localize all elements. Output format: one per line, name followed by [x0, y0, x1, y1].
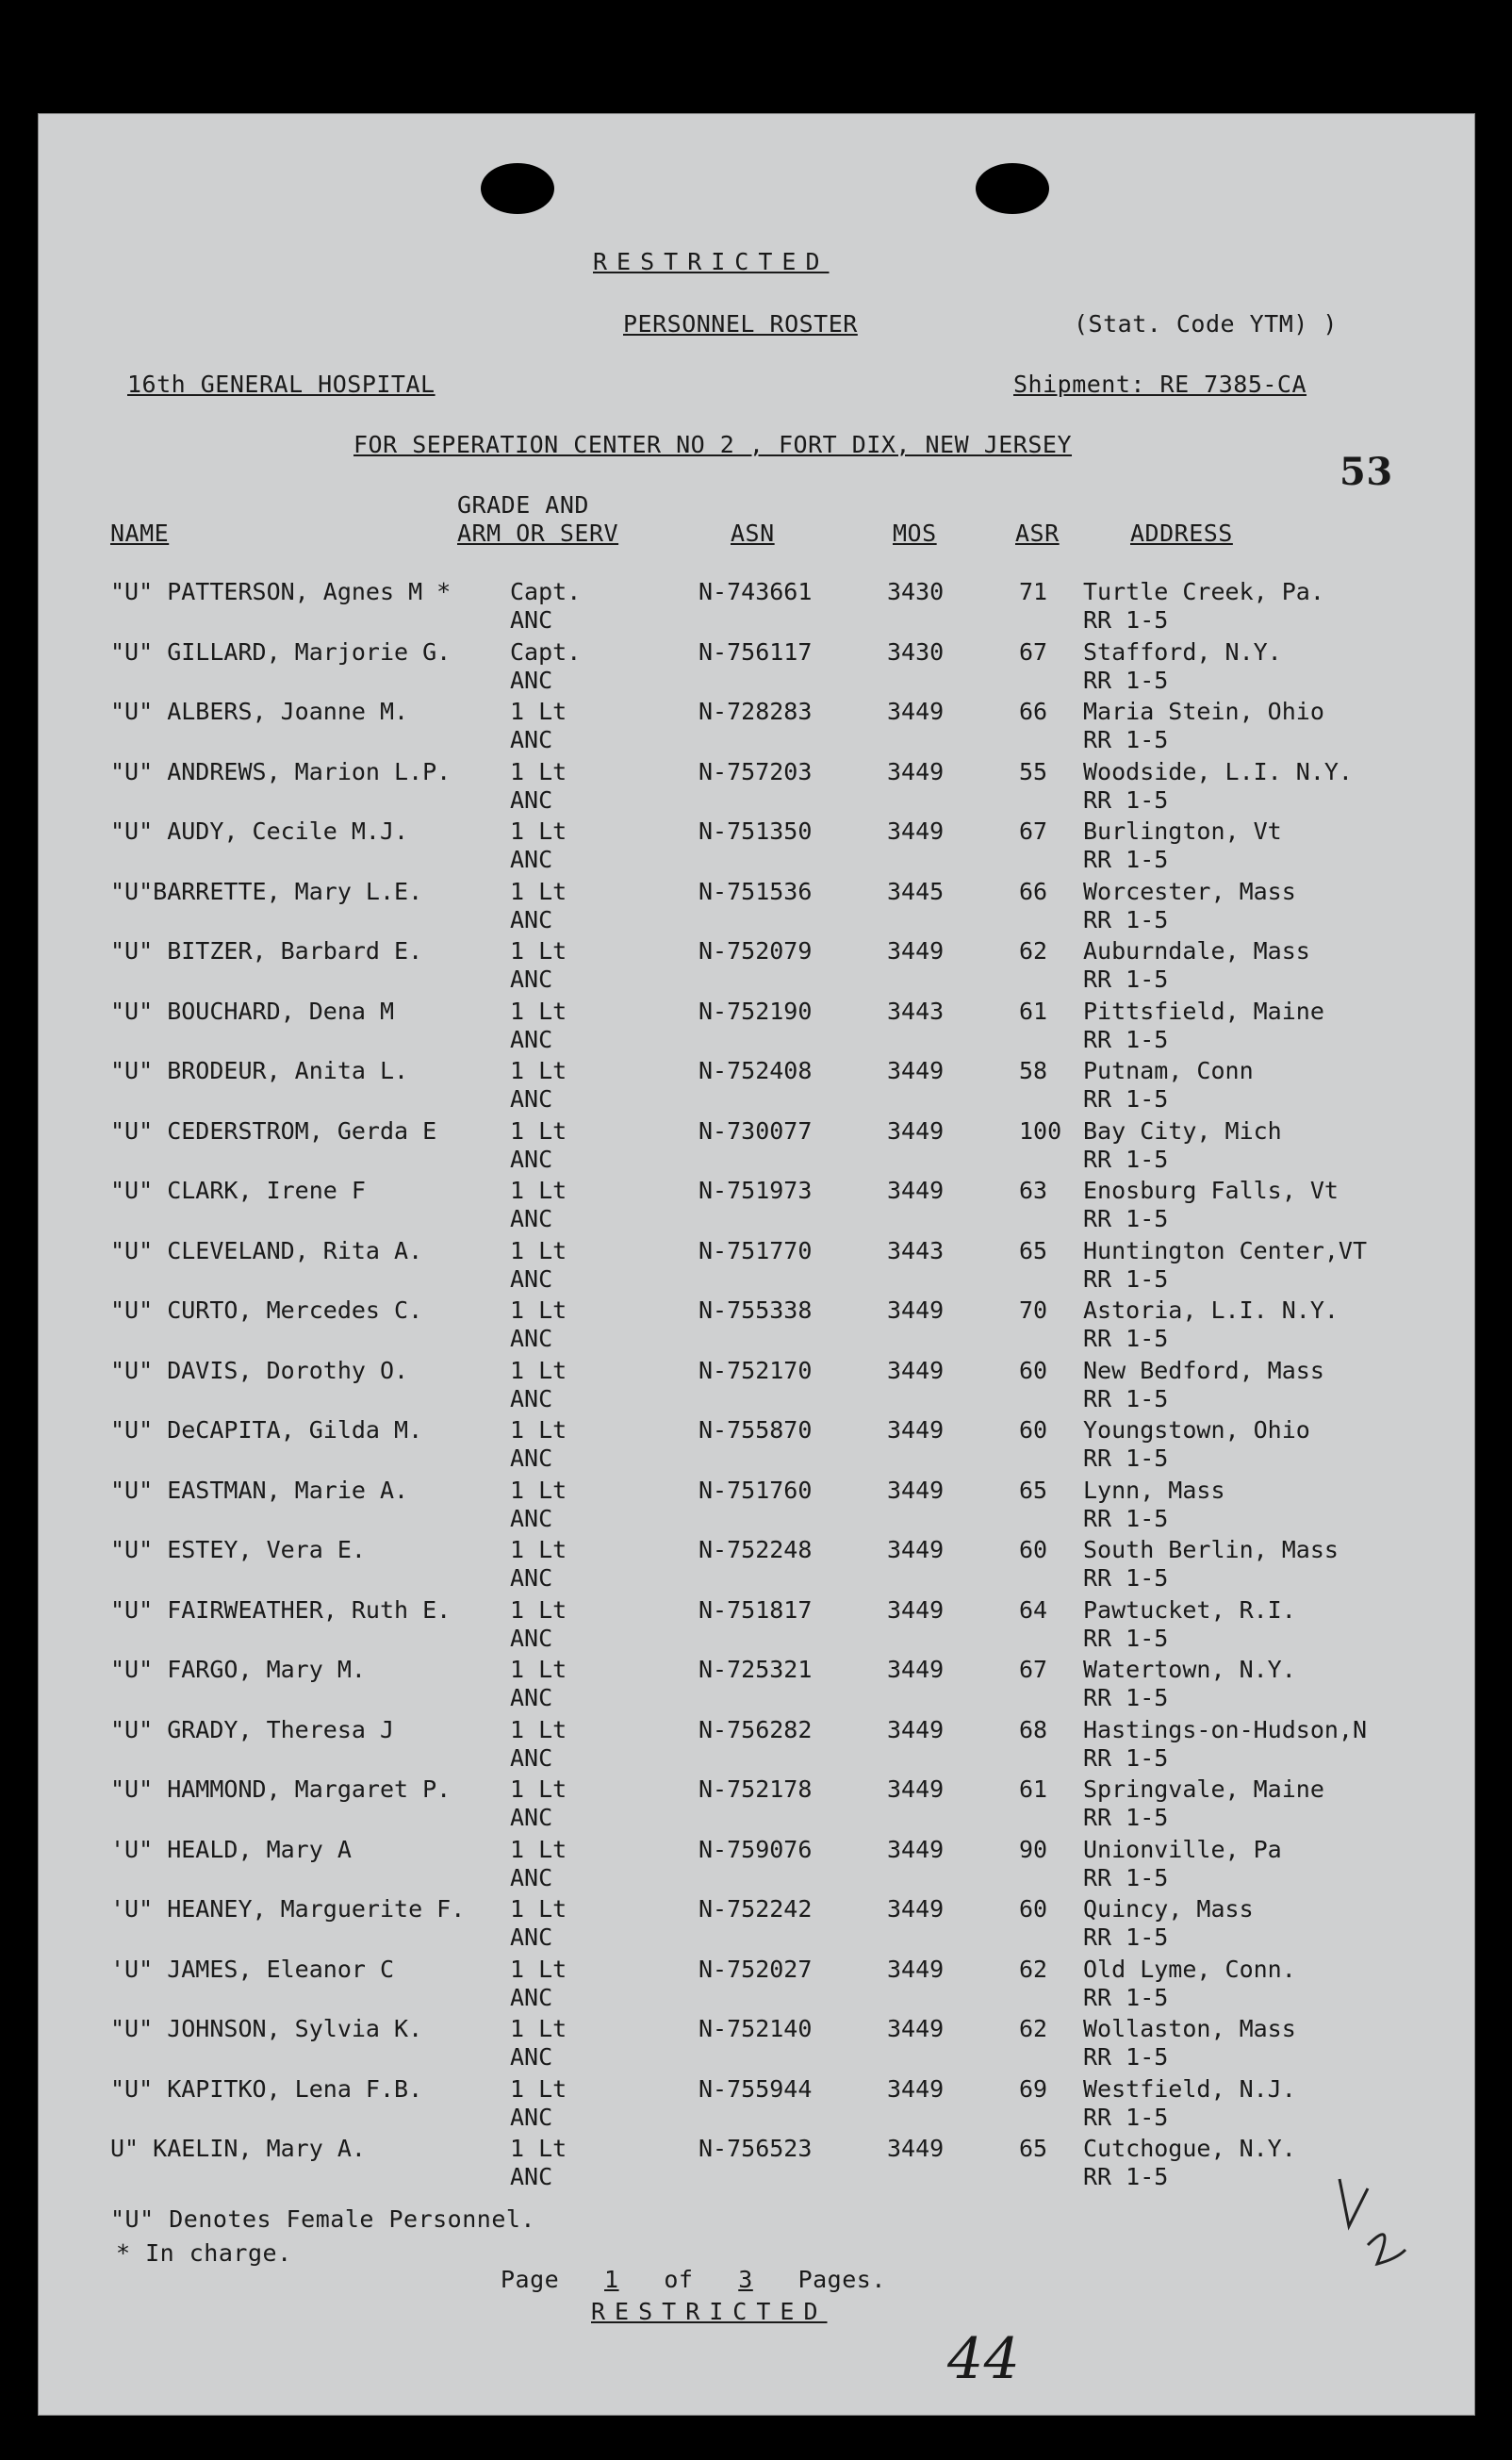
asr-cell: 70: [1019, 1296, 1048, 1324]
page-current: 1: [604, 2266, 619, 2293]
address-cell: Youngstown, Ohio: [1083, 1416, 1310, 1444]
grade-cell: 1 Lt: [510, 997, 567, 1025]
asn-cell: N-756282: [698, 1715, 813, 1743]
arm-cell: ANC: [510, 846, 553, 873]
address-route-cell: RR 1-5: [1083, 905, 1169, 933]
asr-cell: 58: [1019, 1057, 1048, 1084]
table-row: [39, 1596, 1474, 1656]
person-name: 'U" JAMES, Eleanor C: [110, 1955, 395, 1983]
address-route-cell: RR 1-5: [1083, 966, 1169, 993]
grade-cell: 1 Lt: [510, 1416, 567, 1444]
asr-cell: 62: [1019, 2015, 1048, 2042]
address-cell: Auburndale, Mass: [1083, 937, 1310, 965]
address-route-cell: RR 1-5: [1083, 1445, 1169, 1472]
grade-cell: 1 Lt: [510, 2074, 567, 2103]
grade-cell: 1 Lt: [510, 1476, 567, 1504]
address-route-cell: RR 1-5: [1083, 726, 1169, 753]
mos-cell: 3430: [887, 637, 945, 666]
col-address: ADDRESS: [1130, 520, 1233, 547]
footnote-female: "U" Denotes Female Personnel.: [110, 2205, 535, 2233]
table-row: [39, 998, 1474, 1057]
table-row: [39, 638, 1474, 698]
asr-cell: 62: [1019, 1955, 1048, 1983]
address-route-cell: RR 1-5: [1083, 2103, 1169, 2131]
asn-cell: N-730077: [698, 1116, 813, 1145]
page-total: 3: [738, 2266, 753, 2293]
arm-cell: ANC: [510, 2103, 553, 2131]
address-route-cell: RR 1-5: [1083, 666, 1169, 694]
asr-cell: 60: [1019, 1895, 1048, 1923]
grade-cell: 1 Lt: [510, 1595, 567, 1624]
address-cell: Lynn, Mass: [1083, 1476, 1225, 1504]
asn-cell: N-752190: [698, 997, 813, 1025]
person-name: U" KAELIN, Mary A.: [110, 2135, 366, 2162]
address-route-cell: RR 1-5: [1083, 2043, 1169, 2071]
address-route-cell: RR 1-5: [1083, 1504, 1169, 1532]
person-name: "U" JOHNSON, Sylvia K.: [110, 2015, 423, 2042]
table-row: [39, 2075, 1474, 2135]
person-name: "U" DeCAPITA, Gilda M.: [110, 1416, 423, 1444]
address-cell: Pawtucket, R.I.: [1083, 1595, 1296, 1624]
asn-cell: N-743661: [698, 578, 813, 605]
grade-cell: 1 Lt: [510, 757, 567, 785]
arm-cell: ANC: [510, 726, 553, 753]
grade-cell: 1 Lt: [510, 1715, 567, 1743]
address-cell: Woodside, L.I. N.Y.: [1083, 757, 1353, 785]
handwritten-number: 44: [947, 2326, 1021, 2392]
mos-cell: 3449: [887, 2015, 945, 2042]
table-row: [39, 1117, 1474, 1177]
col-mos: MOS: [893, 520, 937, 547]
person-name: "U" BOUCHARD, Dena M: [110, 997, 395, 1025]
arm-cell: ANC: [510, 1145, 553, 1173]
grade-cell: 1 Lt: [510, 1177, 567, 1204]
table-row: [39, 1836, 1474, 1895]
grade-cell: 1 Lt: [510, 1356, 567, 1384]
grade-cell: 1 Lt: [510, 1116, 567, 1145]
address-cell: Enosburg Falls, Vt: [1083, 1177, 1339, 1204]
table-row: [39, 1477, 1474, 1536]
person-name: "U" FAIRWEATHER, Ruth E.: [110, 1595, 452, 1624]
punch-hole: [976, 163, 1049, 214]
arm-cell: ANC: [510, 1025, 553, 1053]
table-row: [39, 2015, 1474, 2074]
table-row: [39, 1895, 1474, 1955]
asr-cell: 100: [1019, 1116, 1062, 1145]
asn-cell: N-752027: [698, 1955, 813, 1983]
address-cell: Turtle Creek, Pa.: [1083, 578, 1324, 605]
arm-cell: ANC: [510, 785, 553, 814]
asn-cell: N-728283: [698, 698, 813, 725]
destination-line: FOR SEPERATION CENTER NO 2 , FORT DIX, NEW JERSEY: [353, 431, 1073, 458]
table-row: [39, 1956, 1474, 2015]
page-of: of: [664, 2266, 694, 2293]
address-cell: South Berlin, Mass: [1083, 1536, 1339, 1563]
arm-cell: ANC: [510, 1085, 553, 1113]
table-row: [39, 1416, 1474, 1476]
asr-cell: 60: [1019, 1356, 1048, 1384]
mos-cell: 3449: [887, 1656, 945, 1683]
table-row: [39, 1536, 1474, 1595]
asn-cell: N-751817: [698, 1595, 813, 1624]
mos-cell: 3449: [887, 2135, 945, 2162]
address-route-cell: RR 1-5: [1083, 1983, 1169, 2011]
grade-cell: Capt.: [510, 578, 582, 605]
address-route-cell: RR 1-5: [1083, 1743, 1169, 1772]
mos-cell: 3449: [887, 1595, 945, 1624]
grade-cell: 1 Lt: [510, 2015, 567, 2042]
mos-cell: 3449: [887, 1536, 945, 1563]
address-route-cell: RR 1-5: [1083, 1025, 1169, 1053]
arm-cell: ANC: [510, 1264, 553, 1293]
address-cell: Bay City, Mich: [1083, 1116, 1282, 1145]
punch-hole: [481, 163, 554, 214]
grade-cell: 1 Lt: [510, 1895, 567, 1923]
grade-cell: 1 Lt: [510, 1775, 567, 1803]
arm-cell: ANC: [510, 1504, 553, 1532]
address-route-cell: RR 1-5: [1083, 2163, 1169, 2190]
grade-cell: 1 Lt: [510, 1057, 567, 1084]
asn-cell: N-759076: [698, 1835, 813, 1863]
arm-cell: ANC: [510, 2043, 553, 2071]
arm-cell: ANC: [510, 1684, 553, 1711]
stamp-number: 53: [1339, 450, 1393, 494]
person-name: "U" KAPITKO, Lena F.B.: [110, 2074, 423, 2103]
table-row: [39, 1296, 1474, 1356]
speck: [1037, 64, 1048, 75]
mos-cell: 3443: [887, 1236, 945, 1264]
table-row: [39, 1237, 1474, 1296]
address-route-cell: RR 1-5: [1083, 1264, 1169, 1293]
address-route-cell: RR 1-5: [1083, 846, 1169, 873]
asn-cell: N-752408: [698, 1057, 813, 1084]
address-route-cell: RR 1-5: [1083, 785, 1169, 814]
address-cell: Huntington Center,VT: [1083, 1236, 1368, 1264]
asn-cell: N-751770: [698, 1236, 813, 1264]
grade-cell: 1 Lt: [510, 2135, 567, 2162]
arm-cell: ANC: [510, 2163, 553, 2190]
arm-cell: ANC: [510, 606, 553, 634]
mos-cell: 3449: [887, 1296, 945, 1324]
arm-cell: ANC: [510, 1205, 553, 1232]
col-grade-top: GRADE AND: [457, 491, 589, 519]
address-cell: Cutchogue, N.Y.: [1083, 2135, 1296, 2162]
address-route-cell: RR 1-5: [1083, 1923, 1169, 1951]
person-name: "U" CLARK, Irene F: [110, 1177, 366, 1204]
arm-cell: ANC: [510, 1863, 553, 1891]
asr-cell: 64: [1019, 1595, 1048, 1624]
grade-cell: 1 Lt: [510, 937, 567, 965]
person-name: "U" GRADY, Theresa J: [110, 1715, 395, 1743]
address-route-cell: RR 1-5: [1083, 1085, 1169, 1113]
asr-cell: 68: [1019, 1715, 1048, 1743]
asn-cell: N-755338: [698, 1296, 813, 1324]
address-cell: Astoria, L.I. N.Y.: [1083, 1296, 1339, 1324]
address-cell: Putnam, Conn: [1083, 1057, 1254, 1084]
mos-cell: 3449: [887, 1895, 945, 1923]
table-row: [39, 2135, 1474, 2194]
restricted-heading: RESTRICTED: [593, 248, 830, 275]
person-name: "U" PATTERSON, Agnes M *: [110, 578, 452, 605]
address-route-cell: RR 1-5: [1083, 1684, 1169, 1711]
asr-cell: 62: [1019, 937, 1048, 965]
person-name: "U" CLEVELAND, Rita A.: [110, 1236, 423, 1264]
asn-cell: N-755944: [698, 2074, 813, 2103]
mos-cell: 3430: [887, 578, 945, 605]
asr-cell: 55: [1019, 757, 1048, 785]
person-name: "U" FARGO, Mary M.: [110, 1656, 366, 1683]
mos-cell: 3449: [887, 1476, 945, 1504]
asr-cell: 60: [1019, 1536, 1048, 1563]
grade-cell: 1 Lt: [510, 877, 567, 905]
document-page: [38, 113, 1475, 2416]
asr-cell: 71: [1019, 578, 1048, 605]
mos-cell: 3449: [887, 1775, 945, 1803]
arm-cell: ANC: [510, 1983, 553, 2011]
mos-cell: 3449: [887, 817, 945, 845]
grade-cell: 1 Lt: [510, 698, 567, 725]
arm-cell: ANC: [510, 905, 553, 933]
unit-name: 16th GENERAL HOSPITAL: [127, 371, 436, 398]
address-route-cell: RR 1-5: [1083, 1863, 1169, 1891]
asn-cell: N-752248: [698, 1536, 813, 1563]
asr-cell: 65: [1019, 1236, 1048, 1264]
person-name: "U" BITZER, Barbard E.: [110, 937, 423, 965]
asr-cell: 90: [1019, 1835, 1048, 1863]
person-name: "U" BRODEUR, Anita L.: [110, 1057, 409, 1084]
roster-title: PERSONNEL ROSTER: [623, 310, 858, 338]
mos-cell: 3449: [887, 1416, 945, 1444]
asr-cell: 67: [1019, 1656, 1048, 1683]
arm-cell: ANC: [510, 966, 553, 993]
address-cell: Old Lyme, Conn.: [1083, 1955, 1296, 1983]
mos-cell: 3449: [887, 1116, 945, 1145]
asr-cell: 66: [1019, 698, 1048, 725]
restricted-footer: RESTRICTED: [591, 2298, 828, 2325]
table-row: [39, 937, 1474, 997]
person-name: 'U" HEANEY, Marguerite F.: [110, 1895, 466, 1923]
asr-cell: 67: [1019, 817, 1048, 845]
address-cell: Pittsfield, Maine: [1083, 997, 1324, 1025]
page-label: Page: [501, 2266, 560, 2293]
arm-cell: ANC: [510, 1743, 553, 1772]
asn-cell: N-755870: [698, 1416, 813, 1444]
address-route-cell: RR 1-5: [1083, 1205, 1169, 1232]
person-name: "U" CURTO, Mercedes C.: [110, 1296, 423, 1324]
address-cell: New Bedford, Mass: [1083, 1356, 1324, 1384]
asn-cell: N-751973: [698, 1177, 813, 1204]
table-row: [39, 578, 1474, 637]
col-name: NAME: [110, 520, 170, 547]
arm-cell: ANC: [510, 1325, 553, 1352]
mos-cell: 3449: [887, 698, 945, 725]
mos-cell: 3449: [887, 1835, 945, 1863]
address-cell: Worcester, Mass: [1083, 877, 1296, 905]
grade-cell: 1 Lt: [510, 1296, 567, 1324]
arm-cell: ANC: [510, 1445, 553, 1472]
mos-cell: 3449: [887, 2074, 945, 2103]
person-name: "U" ESTEY, Vera E.: [110, 1536, 366, 1563]
asr-cell: 63: [1019, 1177, 1048, 1204]
asr-cell: 65: [1019, 2135, 1048, 2162]
grade-cell: 1 Lt: [510, 817, 567, 845]
grade-cell: 1 Lt: [510, 1835, 567, 1863]
asn-cell: N-752170: [698, 1356, 813, 1384]
person-name: "U" CEDERSTROM, Gerda E: [110, 1116, 437, 1145]
table-row: [39, 817, 1474, 877]
address-cell: Unionville, Pa: [1083, 1835, 1282, 1863]
footnote-in-charge: * In charge.: [116, 2239, 292, 2267]
person-name: "U" HAMMOND, Margaret P.: [110, 1775, 452, 1803]
person-name: "U" ALBERS, Joanne M.: [110, 698, 409, 725]
arm-cell: ANC: [510, 1384, 553, 1412]
asn-cell: N-752140: [698, 2015, 813, 2042]
col-asn: ASN: [731, 520, 775, 547]
shipment-number: Shipment: RE 7385-CA: [1013, 371, 1307, 398]
asn-cell: N-756117: [698, 637, 813, 666]
asn-cell: N-752178: [698, 1775, 813, 1803]
person-name: "U" GILLARD, Marjorie G.: [110, 637, 452, 666]
table-row: [39, 698, 1474, 757]
address-cell: Wollaston, Mass: [1083, 2015, 1296, 2042]
grade-cell: 1 Lt: [510, 1955, 567, 1983]
page-suffix: Pages.: [797, 2266, 886, 2293]
asr-cell: 61: [1019, 1775, 1048, 1803]
asn-cell: N-757203: [698, 757, 813, 785]
grade-cell: 1 Lt: [510, 1536, 567, 1563]
address-cell: Hastings-on-Hudson,N: [1083, 1715, 1368, 1743]
asn-cell: N-751536: [698, 877, 813, 905]
table-row: [39, 1177, 1474, 1236]
mos-cell: 3449: [887, 1955, 945, 1983]
asn-cell: N-725321: [698, 1656, 813, 1683]
address-route-cell: RR 1-5: [1083, 606, 1169, 634]
table-row: [39, 1716, 1474, 1775]
col-asr: ASR: [1015, 520, 1060, 547]
stat-code: (Stat. Code YTM) ): [1074, 310, 1338, 338]
grade-cell: 1 Lt: [510, 1656, 567, 1683]
person-name: "U" EASTMAN, Marie A.: [110, 1476, 409, 1504]
asn-cell: N-752079: [698, 937, 813, 965]
address-cell: Quincy, Mass: [1083, 1895, 1254, 1923]
arm-cell: ANC: [510, 1564, 553, 1592]
address-route-cell: RR 1-5: [1083, 1564, 1169, 1592]
mos-cell: 3445: [887, 877, 945, 905]
address-route-cell: RR 1-5: [1083, 1624, 1169, 1652]
asr-cell: 69: [1019, 2074, 1048, 2103]
asr-cell: 66: [1019, 877, 1048, 905]
asn-cell: N-756523: [698, 2135, 813, 2162]
table-row: [39, 878, 1474, 937]
table-row: [39, 1775, 1474, 1835]
mos-cell: 3449: [887, 937, 945, 965]
asr-cell: 60: [1019, 1416, 1048, 1444]
arm-cell: ANC: [510, 666, 553, 694]
asr-cell: 65: [1019, 1476, 1048, 1504]
handwritten-mark: [1330, 2170, 1415, 2283]
address-cell: Westfield, N.J.: [1083, 2074, 1296, 2103]
arm-cell: ANC: [510, 1804, 553, 1831]
person-name: 'U" HEALD, Mary A: [110, 1835, 352, 1863]
mos-cell: 3449: [887, 1177, 945, 1204]
asn-cell: N-751760: [698, 1476, 813, 1504]
page-indicator: [501, 2266, 886, 2293]
address-cell: Springvale, Maine: [1083, 1775, 1324, 1803]
table-row: [39, 1057, 1474, 1116]
person-name: "U"BARRETTE, Mary L.E.: [110, 877, 423, 905]
mos-cell: 3449: [887, 1356, 945, 1384]
asn-cell: N-752242: [698, 1895, 813, 1923]
table-row: [39, 1656, 1474, 1715]
address-cell: Stafford, N.Y.: [1083, 637, 1282, 666]
address-cell: Burlington, Vt: [1083, 817, 1282, 845]
mos-cell: 3449: [887, 1057, 945, 1084]
address-cell: Watertown, N.Y.: [1083, 1656, 1296, 1683]
table-row: [39, 758, 1474, 817]
person-name: "U" AUDY, Cecile M.J.: [110, 817, 409, 845]
address-route-cell: RR 1-5: [1083, 1325, 1169, 1352]
grade-cell: Capt.: [510, 637, 582, 666]
asr-cell: 61: [1019, 997, 1048, 1025]
asr-cell: 67: [1019, 637, 1048, 666]
table-row: [39, 1357, 1474, 1416]
grade-cell: 1 Lt: [510, 1236, 567, 1264]
person-name: "U" DAVIS, Dorothy O.: [110, 1356, 409, 1384]
asn-cell: N-751350: [698, 817, 813, 845]
arm-cell: ANC: [510, 1624, 553, 1652]
address-route-cell: RR 1-5: [1083, 1145, 1169, 1173]
address-route-cell: RR 1-5: [1083, 1384, 1169, 1412]
address-route-cell: RR 1-5: [1083, 1804, 1169, 1831]
mos-cell: 3443: [887, 997, 945, 1025]
address-cell: Maria Stein, Ohio: [1083, 698, 1324, 725]
mos-cell: 3449: [887, 757, 945, 785]
mos-cell: 3449: [887, 1715, 945, 1743]
person-name: "U" ANDREWS, Marion L.P.: [110, 757, 452, 785]
arm-cell: ANC: [510, 1923, 553, 1951]
col-grade-bottom: ARM OR SERV: [457, 520, 619, 547]
